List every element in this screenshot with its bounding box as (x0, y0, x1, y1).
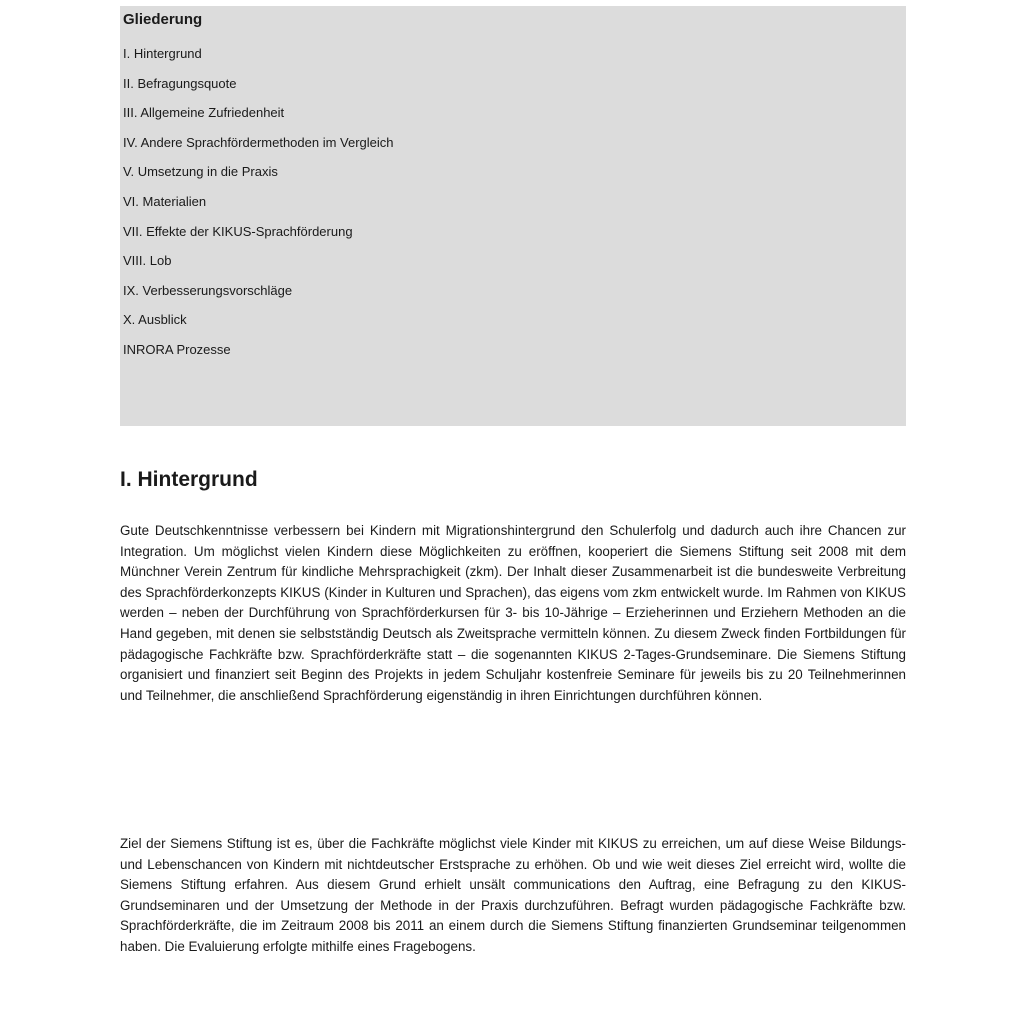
toc-item: V. Umsetzung in die Praxis (123, 164, 278, 180)
toc-item: IV. Andere Sprachfördermethoden im Vergleich (123, 134, 394, 150)
toc-item: VIII. Lob (123, 253, 172, 269)
section-heading: I. Hintergrund (120, 468, 258, 491)
toc-item: IX. Verbesserungsvorschläge (123, 282, 293, 298)
toc-title: Gliederung (123, 11, 203, 28)
toc-list (123, 46, 906, 328)
body-paragraph: Gute Deutschkenntnisse verbessern bei Kindern mit Migrationshintergrund den Schulerfolg und dadurch auch ihre Chancen zur Integration. Um möglichst vielen Kindern diese Möglichkeiten zu eröffnen, kooperiert die Siemens Stiftung seit 2008 mit dem Münchner Verein Zentrum für kindliche Mehrsprachigkeit (zkm). Der Inhalt dieser Zusammenarbeit ist die bundesweite Verbreitung des Sprachförderkonzepts KIKUS (Kinder in Kulturen und Sprachen), das eigens vom zkm entwickelt wurde. Im Rahmen von KIKUS werden – neben der Durchführung von Sprachförderkursen für 3- bis 10-Jährige – Erzieherinnen und Erziehern Methoden an die Hand gegeben, mit denen sie selbstständig Deutsch als Zweitsprache vermitteln können. Zu diesem Zweck finden Fortbildungen für pädagogische Fachkräfte bzw. Sprachförderkräfte statt – die sogenannten KIKUS 2-Tages-Grundseminare. Die Siemens Stiftung organisiert und finanziert seit Beginn des Projekts in jedem Schuljahr kostenfreie Seminare für jeweils bis zu 20 Teilnehmerinnen und Teilnehmer, die anschließend Sprachförderung eigenständig in ihren Einrichtungen durchführen können. (120, 523, 906, 703)
body-paragraph: Ziel der Siemens Stiftung ist es, über die Fachkräfte möglichst viele Kinder mit KIKUS zu erreichen, um auf diese Weise Bildungs- und Lebenschancen von Kindern mit nichtdeutscher Erstsprache zu erhöhen. Ob und wie weit dieses Ziel erreicht wird, wollte die Siemens Stiftung erfahren. Aus diesem Grund erhielt unsält communications den Auftrag, eine Befragung zu den KIKUS-Grundseminaren und der Umsetzung der Methode in der Praxis durchzuführen. Befragt wurden pädagogische Fachkräfte bzw. Sprachförderkräfte, die im Zeitraum 2008 bis 2011 an einem durch die Siemens Stiftung finanzierten Grundseminar teilgenommen haben. Die Evaluierung erfolgte mithilfe eines Fragebogens. (120, 836, 906, 954)
toc-item: VII. Effekte der KIKUS-Sprachförderung (123, 223, 353, 239)
toc-extra-entry: INRORA Prozesse (123, 342, 231, 358)
toc-item: II. Befragungsquote (123, 75, 237, 91)
toc-item: I. Hintergrund (123, 46, 202, 61)
toc-item: X. Ausblick (123, 312, 187, 328)
toc-item: VI. Materialien (123, 193, 207, 209)
toc-item: III. Allgemeine Zufriedenheit (123, 105, 285, 121)
table-of-contents (120, 6, 906, 426)
